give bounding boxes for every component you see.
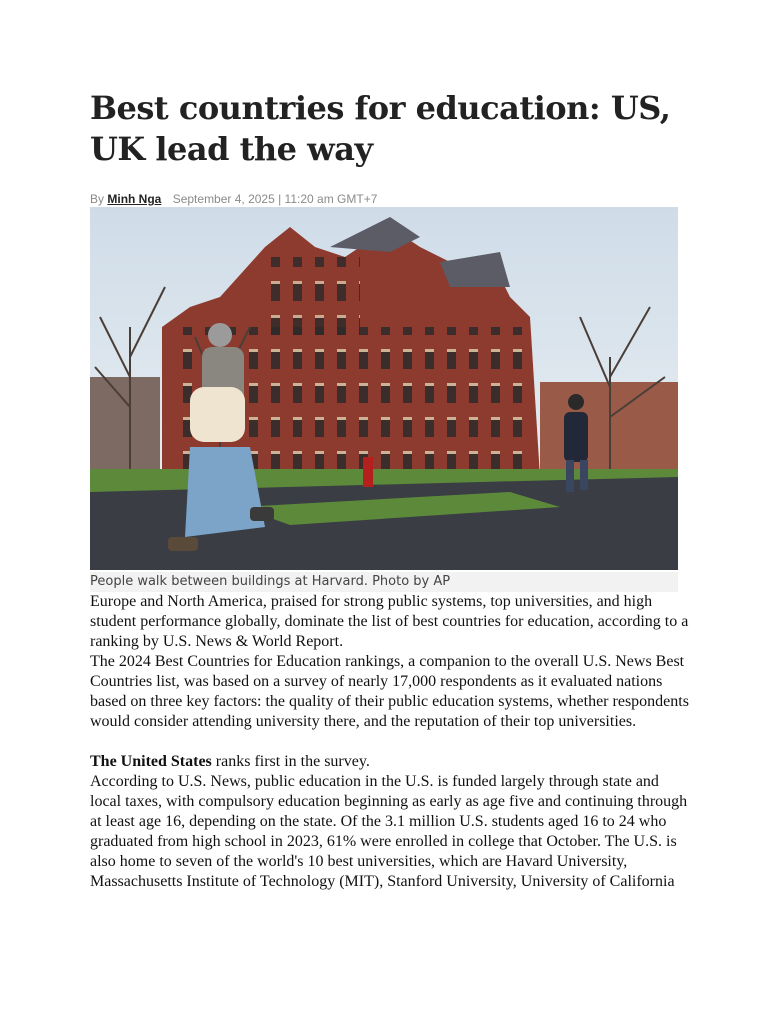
article-body — [90, 592, 690, 892]
author-link[interactable]: Minh Nga — [107, 192, 162, 206]
paragraph-methodology: The 2024 Best Countries for Education rankings, a companion to the overall U.S. News Best Countries list, was based on a survey of nearly 17,000 respondents as it evaluated nations based on three key factors: the quality of their public education systems, whether respondents would consider attending university there, and the reputation of their top universities. — [90, 653, 689, 730]
photo-caption: People walk between buildings at Harvard. Photo by AP — [90, 572, 678, 592]
section-lead-rest: ranks first in the survey. — [211, 753, 370, 770]
paragraph-intro: Europe and North America, praised for strong public systems, top universities, and high student performance globally, dominate the list of best countries for education, according to a ranking by U.S. News & World Report. — [90, 593, 689, 650]
article-headline: Best countries for education: US, UK lead the way — [90, 89, 671, 168]
section-lead — [90, 752, 690, 772]
article-photo — [90, 207, 678, 570]
byline — [90, 191, 377, 207]
paragraph-us: According to U.S. News, public education in the U.S. is funded largely through state and local taxes, with compulsory education beginning as early as age five and continuing through at least age 16, depending on the state. Of the 3.1 million U.S. students aged 16 to 24 who graduated from high school in 2023, 61% were enrolled in college that October. The U.S. is also home to seven of the world's 10 best universities, which are Havard University, Massachusetts Institute of Technology (MIT), Stanford University, University of California — [90, 773, 688, 890]
section-lead-bold: The United States — [90, 753, 212, 770]
byline-prefix: By — [90, 192, 105, 206]
paragraph-gap — [90, 732, 690, 752]
publish-date: September 4, 2025 | 11:20 am GMT+7 — [172, 192, 378, 206]
